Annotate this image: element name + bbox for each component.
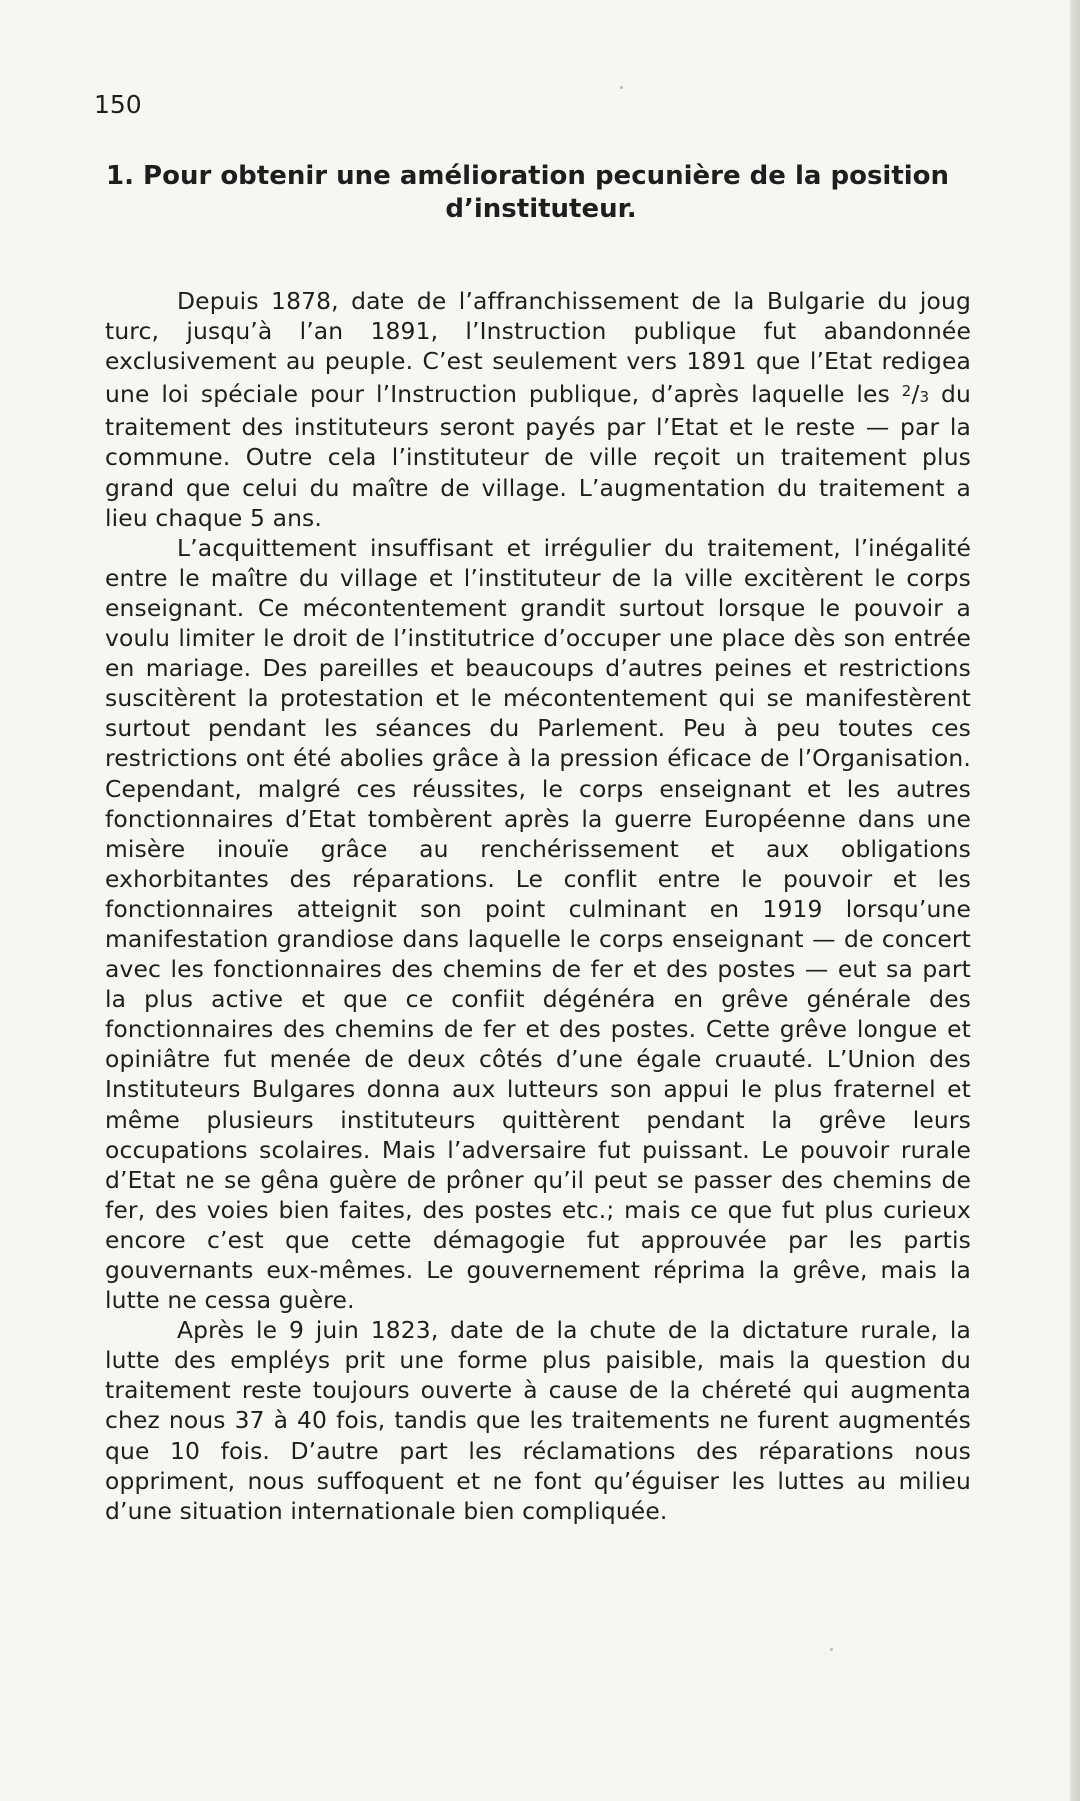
paper-speck	[620, 86, 623, 89]
paragraph-1-text-b: du traitement des instituteurs seront payés par l’Etat et le reste — par la commune. Outre cela l’instituteur de ville reçoit un traitement plus grand que celui du maître de village. L’augmentation du traitement a lieu chaque 5 ans.	[105, 380, 972, 532]
page-number: 150	[94, 90, 142, 119]
fraction-numerator: 2	[901, 382, 912, 401]
heading-line-2: d’instituteur.	[445, 194, 637, 224]
fraction-denominator: 3	[919, 388, 930, 407]
paragraph-3: Après le 9 juin 1823, date de la chute de la dictature rurale, la lutte des empléys prit une forme plus paisible, mais la question du traitement reste toujours ouverte à cause de la chéreté qui augmenta chez nous 37 à 40 fois, tandis que les traitements ne furent augmentés que 10 fois. D’autre part les réclamations des réparations nous oppriment, nous suffoquent et ne font qu’éguiser les luttes au milieu d’une situation internationale bien compliquée.	[105, 1316, 971, 1525]
paragraph-1-text-a: Depuis 1878, date de l’affranchissement de la Bulgarie du joug turc, jusqu’à l’an 1891, l’Instruction publique fut abandonnée exclusivement au peuple. C’est seulement vers 1891 que l’Etat redigea une loi spéciale pour l’Instruction publique, d’après laquelle les	[105, 287, 971, 409]
section-heading	[106, 160, 976, 226]
heading-line-1: 1. Pour obtenir une amélioration pecunière de la position	[106, 161, 950, 191]
paragraph-1: Depuis 1878, date de l’affranchissement de la Bulgarie du joug turc, jusqu’à l’an 1891, l’Instruction publique fut abandonnée exclusivement au peuple. C’est seulement vers 1891 que l’Etat redigea une loi spéciale pour l’Instruction publique, d’après laquelle les $^2$/3 du traitement des instituteurs seront payés par l’Etat et le reste — par la commune. Outre cela l’instituteur de ville reçoit un traitement plus grand que celui du maître de village. L’augmentation du traitement a lieu chaque 5 ans.	[105, 287, 972, 532]
page-edge	[1070, 0, 1080, 1801]
paper-speck	[830, 1648, 833, 1651]
paragraph-2: L’acquittement insuffisant et irrégulier du traitement, l’inégalité entre le maître du village et l’instituteur de la ville excitèrent le corps enseignant. Ce mécontentement grandit surtout lorsque le pouvoir a voulu limiter le droit de l’institutrice d’occuper une place dès son entrée en mariage. Des pareilles et beaucoups d’autres peines et restrictions suscitèrent la protestation et le mécontentement qui se manifestèrent surtout pendant les séances du Parlement. Peu à peu toutes ces restrictions ont été abolies grâce à la pression éficace de l’Organisation. Cependant, malgré ces réussites, le corps enseignant et les autres fonctionnaires d’Etat tombèrent après la guerre Européenne dans une misère inouïe grâce au renchérissement et aux obligations exhorbitantes des réparations. Le conflit entre le pouvoir et les fonctionnaires atteignit son point culminant en 1919 lorsqu’une manifestation grandiose dans laquelle le corps enseignant — de concert avec les fonctionnaires des chemins de fer et des postes — eut sa part la plus active et que ce confiit dégénéra en grêve générale des fonctionnaires des chemins de fer et des postes. Cette grêve longue et opiniâtre fut menée de deux côtés d’une égale cruauté. L’Union des Instituteurs Bulgares donna aux lutteurs son appui le plus fraternel et même plusieurs instituteurs quittèrent pendant la grêve leurs occupations scolaires. Mais l’adversaire fut puissant. Le pouvoir rurale d’Etat ne se gêna guère de prôner qu’il peut se passer des chemins de fer, des voies bien faites, des postes etc.; mais ce que fut plus curieux encore c’est que cette démagogie fut approuvée par les partis gouvernants eux-mêmes. Le gouvernement réprima la grêve, mais la lutte ne cessa guère.	[105, 533, 971, 1315]
body-text	[105, 286, 971, 1526]
